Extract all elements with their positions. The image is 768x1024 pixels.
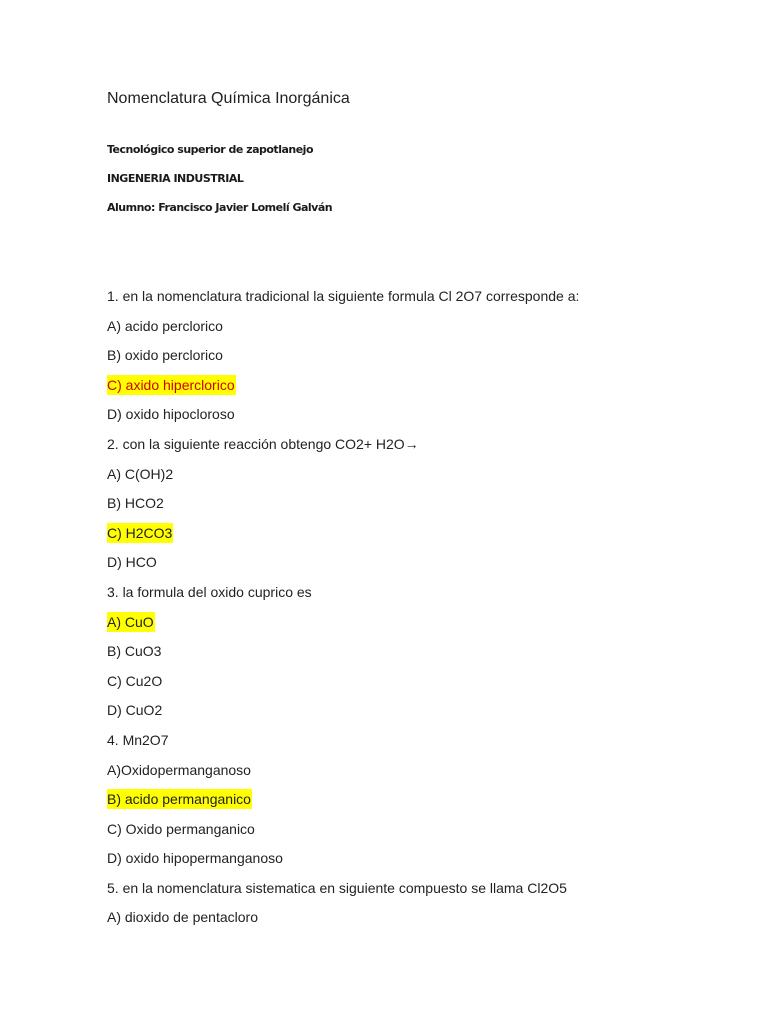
line-text: D) HCO [107,554,157,571]
question-line [107,285,747,315]
line-text: 4. Mn2O7 [107,731,169,748]
line-text: C) H2CO3 [107,524,173,541]
highlighted-answer-line [107,522,747,552]
answer-line [107,906,747,936]
line-text: A) dioxido de pentacloro [107,909,258,926]
institution-line: Tecnológico superior de zapotlanejo [107,143,314,156]
line-text: 1. en la nomenclatura tradicional la siguiente formula Cl 2O7 corresponde a: [107,288,580,304]
answer-line [107,847,747,877]
line-text: B) oxido perclorico [107,347,223,364]
answer-line [107,759,747,789]
highlighted-answer-line [107,788,747,818]
answer-line [107,403,747,433]
line-text: D) oxido hipocloroso [107,406,235,423]
answer-line [107,315,747,345]
line-text: D) oxido hipopermanganoso [107,850,283,867]
highlighted-answer-line [107,374,747,404]
student-line: Alumno: Francisco Javier Lomelí Galván [107,201,333,214]
line-text: C) axido hiperclorico [107,376,235,393]
question-list [107,285,747,936]
line-text: A) C(OH)2 [107,465,174,482]
question-line [107,581,747,611]
answer-line [107,344,747,374]
answer-line [107,699,747,729]
answer-line [107,492,747,522]
answer-line [107,670,747,700]
line-text: B) HCO2 [107,495,164,512]
question-line [107,877,747,907]
answer-line [107,551,747,581]
line-text: 2. con la siguiente reacción obtengo CO2+ H2O→ [107,435,419,452]
line-text: A) CuO [107,613,154,630]
highlighted-answer-line [107,611,747,641]
line-text: A)Oxidopermanganoso [107,761,251,778]
document-title: Nomenclatura Química Inorgánica [107,90,350,107]
line-text: 5. en la nomenclatura sistematica en siguiente compuesto se llama Cl2O5 [107,879,567,896]
line-text: A) acido perclorico [107,317,223,334]
program-line: INGENERIA INDUSTRIAL [107,172,244,185]
line-text: B) CuO3 [107,643,162,660]
answer-line [107,640,747,670]
line-text: 3. la formula del oxido cuprico es [107,583,312,600]
answer-line [107,818,747,848]
question-line [107,729,747,759]
answer-line [107,463,747,493]
line-text: C) Cu2O [107,672,163,689]
question-line [107,433,747,463]
line-text: B) acido permanganico [107,791,251,808]
line-text: D) CuO2 [107,702,163,719]
line-text: C) Oxido permanganico [107,820,255,837]
